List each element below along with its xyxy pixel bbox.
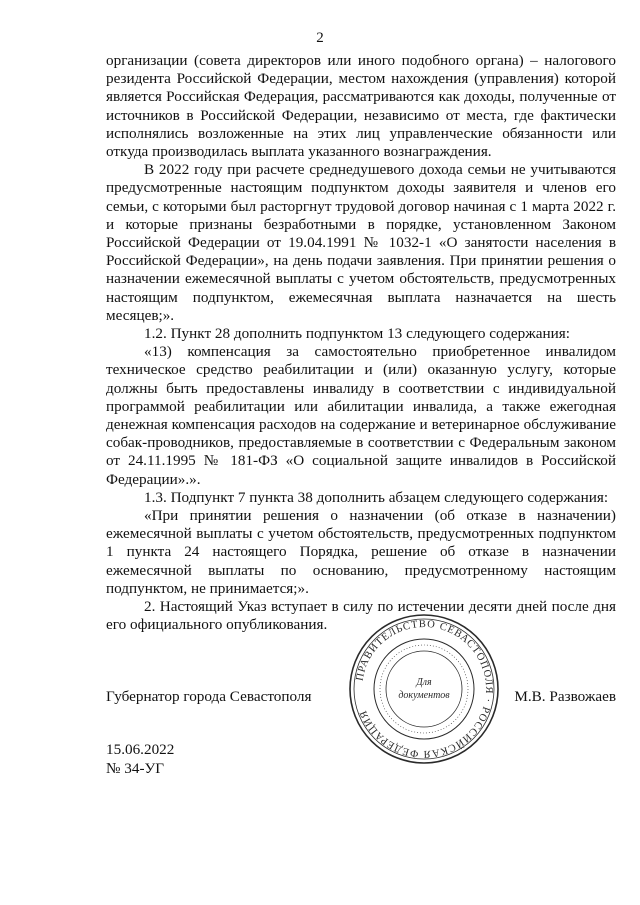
governor-name: М.В. Развожаев <box>514 688 616 705</box>
paragraph-7: 2. Настоящий Указ вступает в силу по истечении десяти дней после дня его официального опубликования. <box>106 598 616 634</box>
document-body <box>106 52 616 635</box>
decree-date: 15.06.2022 <box>106 741 175 758</box>
governor-title: Губернатор города Севастополя <box>106 688 312 705</box>
paragraph-1: организации (совета директоров или иного подобного органа) – налогового резидента Российской Федерации, местом нахождения (управления) которой является Российская Федерация, рассматриваются как доходы, полученные от источников в Российской Федерации, независимо от места, где фактически исполнялись возложенные на этих лиц управленческие обязанности или откуда производилась выплата указанного вознаграждения. <box>106 52 616 161</box>
paragraph-3: 1.2. Пункт 28 дополнить подпунктом 13 следующего содержания: <box>144 325 570 343</box>
paragraph-4: «13) компенсация за самостоятельно приобретенное инвалидом техническое средство реабилитации и (или) оказанную услугу, которые должны быть предоставлены инвалиду в соответствии с индивидуальной программой реабилитации или абилитации инвалида, а также ежегодная денежная компенсация расходов на содержание и ветеринарное обслуживание собак-проводников, предоставляемые в соответствии с Федеральным законом от 24.11.1995 № 181-ФЗ «О социальной защите инвалидов в Российской Федерации».». <box>106 343 616 488</box>
page-number: 2 <box>316 30 324 46</box>
decree-number: № 34-УГ <box>106 760 165 777</box>
decree-meta <box>106 740 174 778</box>
seal-outer-text: ПРАВИТЕЛЬСТВО СЕВАСТОПОЛЯ · РОССИЙСКАЯ ФЕДЕРАЦИЯ <box>354 618 495 760</box>
paragraph-6: «При принятии решения о назначении (об отказе в назначении) ежемесячной выплаты с учетом обстоятельств, предусмотренных подпунктом 1 пункта 24 настоящего Порядка, решение об отказе в назначении ежемесячной выплаты по основанию, предусмотренному настоящим подпунктом, не принимается;». <box>106 507 616 597</box>
paragraph-5: 1.3. Подпункт 7 пункта 38 дополнить абзацем следующего содержания: <box>144 488 609 506</box>
seal-center-line-2: документов <box>398 690 450 701</box>
paragraph-2: В 2022 году при расчете среднедушевого дохода семьи не учитываются предусмотренные настоящим подпунктом доходы заявителя и членов его семьи, с которыми был расторгнут трудовой договор начиная с 1 марта 2022 г. и которые признаны безработными в порядке, установленном Законом Российской Федерации от 19.04.1991 № 1032-1 «О занятости населения в Российской Федерации», на день подачи заявления. При принятии решения о назначении ежемесячной выплаты с учетом обстоятельств, предусмотренных настоящим подпунктом, ежемесячная выплата назначается на шесть месяцев;». <box>106 161 616 324</box>
signature-row <box>106 688 616 710</box>
seal-center-line-1: Для <box>416 677 432 688</box>
